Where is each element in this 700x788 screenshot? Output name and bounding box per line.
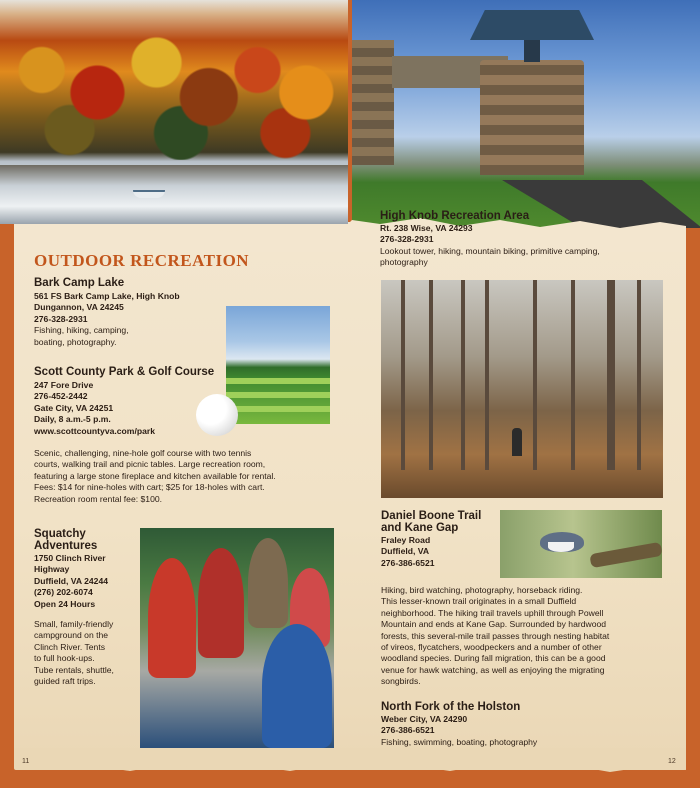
holston-title: North Fork of the Holston — [381, 701, 521, 713]
bark-camp-phone: 276-328-2931 — [34, 313, 88, 324]
page-number-left: 11 — [22, 758, 30, 765]
daniel-boone-entry — [381, 510, 499, 569]
bark-camp-desc2: boating, photography. — [34, 336, 117, 347]
holston-city: Weber City, VA 24290 — [381, 714, 468, 724]
daniel-boone-city: Duffield, VA — [381, 546, 430, 557]
holston-entry — [381, 701, 671, 748]
scott-desc-line: Recreation room rental fee: $100. — [34, 493, 163, 504]
scott-county-web[interactable]: www.scottcountyva.com/park — [34, 425, 155, 436]
daniel-boone-desc-line: venue for hawk watching, as well as enjoying the migrating — [381, 664, 605, 675]
squatchy-desc-line: Tube rentals, shuttle, — [34, 664, 114, 675]
daniel-boone-desc-line: Mountain and ends at Kane Gap. Surrounded by hardwood — [381, 619, 607, 630]
daniel-boone-desc-line: forests, this several-mile trail passes through nesting habitat — [381, 630, 610, 641]
squatchy-desc-line: Small, family-friendly — [34, 619, 114, 630]
rafting-family-photo — [140, 528, 334, 748]
stone-wall — [352, 40, 394, 165]
bark-camp-desc1: Fishing, hiking, camping, — [34, 325, 129, 336]
scott-desc-line: Scenic, challenging, nine-hole golf course with two tennis — [34, 448, 252, 458]
high-knob-entry — [380, 210, 680, 269]
tower-post — [524, 40, 540, 62]
hiker — [512, 428, 522, 456]
squatchy-phone: (276) 202-6074 — [34, 587, 93, 598]
daniel-boone-address: Fraley Road — [381, 535, 431, 545]
scott-desc-line: featuring a large stone fireplace and kitchen available for rental. — [34, 470, 276, 481]
holston-phone: 276-386-6521 — [381, 725, 435, 736]
stone-tower — [480, 60, 584, 175]
daniel-boone-phone: 276-386-6521 — [381, 557, 435, 568]
daniel-boone-desc-line: woodland species. During fall migration, this can be a good — [381, 653, 606, 664]
squatchy-desc-line: to full hook-ups. — [34, 653, 95, 664]
forest-trail-photo — [381, 280, 663, 498]
bark-camp-address1: 561 FS Bark Camp Lake, High Knob — [34, 291, 180, 301]
squatchy-city: Duffield, VA 24244 — [34, 575, 109, 586]
bark-camp-address2: Dungannon, VA 24245 — [34, 302, 124, 313]
daniel-boone-title1: Daniel Boone Trail — [381, 510, 482, 522]
scott-desc-line: Fees: $14 for nine-holes with cart; $25 for 18-holes with cart. — [34, 482, 265, 493]
scott-county-address: 247 Fore Drive — [34, 380, 94, 390]
person — [148, 558, 196, 678]
golf-course-photo — [226, 306, 330, 424]
scott-county-phone: 276-452-2442 — [34, 391, 88, 402]
squatchy-address1: 1750 Clinch River — [34, 553, 106, 563]
bark-camp-entry — [34, 277, 224, 348]
daniel-boone-desc-line: of vireos, flycatchers, woodpeckers and a number of other — [381, 642, 602, 653]
scott-county-title: Scott County Park & Golf Course — [34, 366, 215, 378]
bottom-torn-edge — [0, 748, 700, 788]
daniel-boone-title2: and Kane Gap — [381, 522, 459, 534]
scott-desc-line: courts, walking trail and picnic tables. Large recreation room, — [34, 459, 266, 470]
holston-desc: Fishing, swimming, boating, photography — [381, 736, 538, 747]
squatchy-desc-line: campground on the — [34, 630, 109, 641]
bark-camp-lake-photo — [0, 0, 348, 224]
daniel-boone-desc-line: songbirds. — [381, 676, 421, 687]
squatchy-hours: Open 24 Hours — [34, 598, 96, 609]
squatchy-desc-line: Clinch River. Tents — [34, 641, 106, 652]
high-knob-desc2: photography — [380, 257, 428, 268]
scott-county-city: Gate City, VA 24251 — [34, 402, 114, 413]
scott-county-entry — [34, 366, 224, 437]
squatchy-address2: Highway — [34, 564, 70, 575]
bark-camp-title: Bark Camp Lake — [34, 277, 125, 289]
high-knob-tower-photo — [352, 0, 700, 228]
boat — [133, 190, 165, 198]
daniel-boone-desc-line: This lesser-known trail originates in a small Duffield — [381, 596, 577, 607]
scott-county-hours: Daily, 8 a.m.-5 p.m. — [34, 414, 111, 425]
squatchy-desc-line: guided raft trips. — [34, 676, 96, 687]
page-number-right: 12 — [668, 758, 676, 765]
person — [248, 538, 288, 628]
person — [198, 548, 244, 658]
high-knob-address: Rt. 238 Wise, VA 24293 — [380, 223, 473, 233]
section-title: OUTDOOR RECREATION — [34, 251, 250, 270]
autumn-trees — [0, 10, 348, 160]
scott-county-description — [34, 448, 344, 505]
daniel-boone-desc-line: Hiking, bird watching, photography, horseback riding. — [381, 585, 583, 595]
squatchy-title1: Squatchy — [34, 528, 86, 540]
person — [262, 624, 332, 748]
squatchy-entry — [34, 528, 138, 687]
high-knob-desc1: Lookout tower, hiking, mountain biking, primitive camping, — [380, 245, 600, 256]
squatchy-title2: Adventures — [34, 540, 98, 552]
daniel-boone-desc-line: neighborhood. The hiking trail travels uphill through Powell — [381, 607, 604, 618]
tower-roof — [470, 10, 594, 40]
daniel-boone-description — [381, 585, 671, 688]
high-knob-title: High Knob Recreation Area — [380, 210, 530, 222]
warbler-bird-photo — [500, 510, 662, 578]
high-knob-phone: 276-328-2931 — [380, 234, 434, 245]
